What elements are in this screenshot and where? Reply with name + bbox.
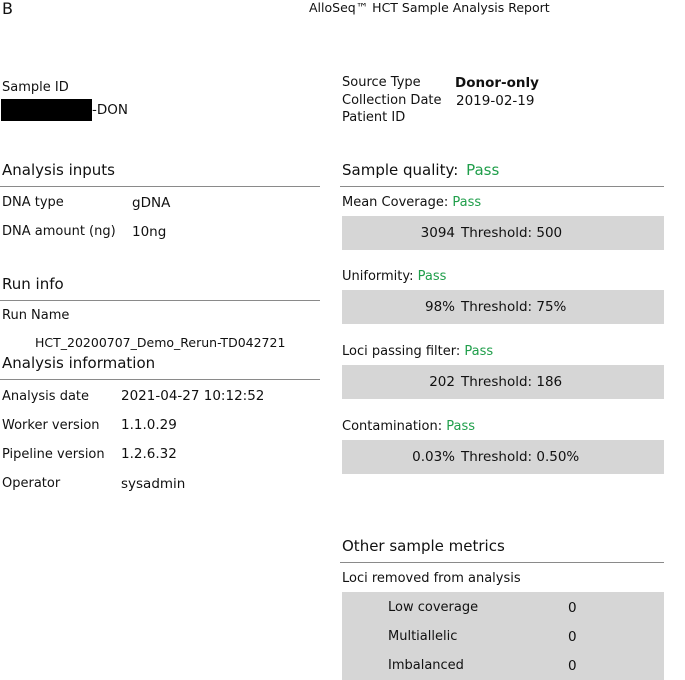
loci-passing-label: Loci passing filter: xyxy=(342,344,461,359)
analysis-date-value: 2021-04-27 10:12:52 xyxy=(121,388,265,404)
analysis-inputs-heading: Analysis inputs xyxy=(2,161,115,179)
sample-quality-rule xyxy=(340,186,664,187)
mean-coverage-box xyxy=(342,216,664,250)
contamination-value: 0.03% xyxy=(412,449,455,465)
low-coverage-label: Low coverage xyxy=(388,600,479,615)
multiallelic-label: Multiallelic xyxy=(388,629,458,644)
analysis-information-rule xyxy=(0,379,320,380)
run-info-rule xyxy=(0,300,320,301)
run-info-heading: Run info xyxy=(2,275,64,293)
analysis-date-label: Analysis date xyxy=(2,389,90,404)
dna-amount-label: DNA amount (ng) xyxy=(2,224,116,239)
run-name-value: HCT_20200707_Demo_Rerun-TD042721 xyxy=(35,335,286,350)
contamination-label: Contamination: xyxy=(342,419,443,434)
uniformity-value: 98% xyxy=(424,299,455,315)
uniformity-box xyxy=(342,290,664,324)
analysis-inputs-rule xyxy=(0,186,320,187)
mean-coverage-threshold: Threshold: 500 xyxy=(461,225,563,241)
analysis-information-heading: Analysis information xyxy=(2,354,156,372)
pipeline-version-value: 1.2.6.32 xyxy=(121,446,177,462)
other-metrics-rule xyxy=(340,562,664,563)
panel-letter: B xyxy=(2,0,13,18)
operator-label: Operator xyxy=(2,476,61,491)
sample-id-suffix: -DON xyxy=(92,102,128,118)
redaction-box xyxy=(1,99,92,121)
contamination-box xyxy=(342,440,664,474)
mean-coverage-value: 3094 xyxy=(420,225,455,241)
contamination-threshold: Threshold: 0.50% xyxy=(461,449,580,465)
imbalanced-value: 0 xyxy=(568,658,577,674)
sample-quality-label: Sample quality: xyxy=(342,161,459,179)
mean-coverage-label: Mean Coverage: xyxy=(342,195,449,210)
patient-id-label: Patient ID xyxy=(342,110,406,125)
operator-value: sysadmin xyxy=(121,476,186,492)
source-type-value: Donor-only xyxy=(455,75,539,91)
other-metrics-heading: Other sample metrics xyxy=(342,537,505,555)
run-name-label: Run Name xyxy=(2,308,70,323)
source-type-label: Source Type xyxy=(342,75,421,90)
loci-removed-label: Loci removed from analysis xyxy=(342,571,521,586)
loci-passing-status: Pass xyxy=(464,344,494,359)
loci-passing-value: 202 xyxy=(429,374,455,390)
contamination-label-row xyxy=(342,419,475,434)
mean-coverage-status: Pass xyxy=(452,195,482,210)
imbalanced-label: Imbalanced xyxy=(388,658,464,673)
collection-date-value: 2019-02-19 xyxy=(456,93,535,109)
dna-amount-value: 10ng xyxy=(132,224,167,240)
collection-date-label: Collection Date xyxy=(342,93,442,108)
uniformity-label: Uniformity: xyxy=(342,269,414,284)
contamination-status: Pass xyxy=(446,419,476,434)
loci-removed-box xyxy=(342,592,664,680)
sample-id-label: Sample ID xyxy=(2,80,69,95)
mean-coverage-label-row xyxy=(342,195,481,210)
loci-passing-box xyxy=(342,365,664,399)
multiallelic-value: 0 xyxy=(568,629,577,645)
low-coverage-value: 0 xyxy=(568,600,577,616)
uniformity-threshold: Threshold: 75% xyxy=(461,299,567,315)
uniformity-status: Pass xyxy=(417,269,447,284)
loci-passing-threshold: Threshold: 186 xyxy=(461,374,563,390)
sample-quality-heading xyxy=(342,161,499,179)
dna-type-value: gDNA xyxy=(132,195,171,211)
pipeline-version-label: Pipeline version xyxy=(2,447,105,462)
loci-passing-label-row xyxy=(342,344,493,359)
worker-version-label: Worker version xyxy=(2,418,100,433)
report-title: AlloSeq™ HCT Sample Analysis Report xyxy=(309,0,550,15)
uniformity-label-row xyxy=(342,269,446,284)
worker-version-value: 1.1.0.29 xyxy=(121,417,177,433)
dna-type-label: DNA type xyxy=(2,195,64,210)
sample-quality-status: Pass xyxy=(466,161,500,179)
